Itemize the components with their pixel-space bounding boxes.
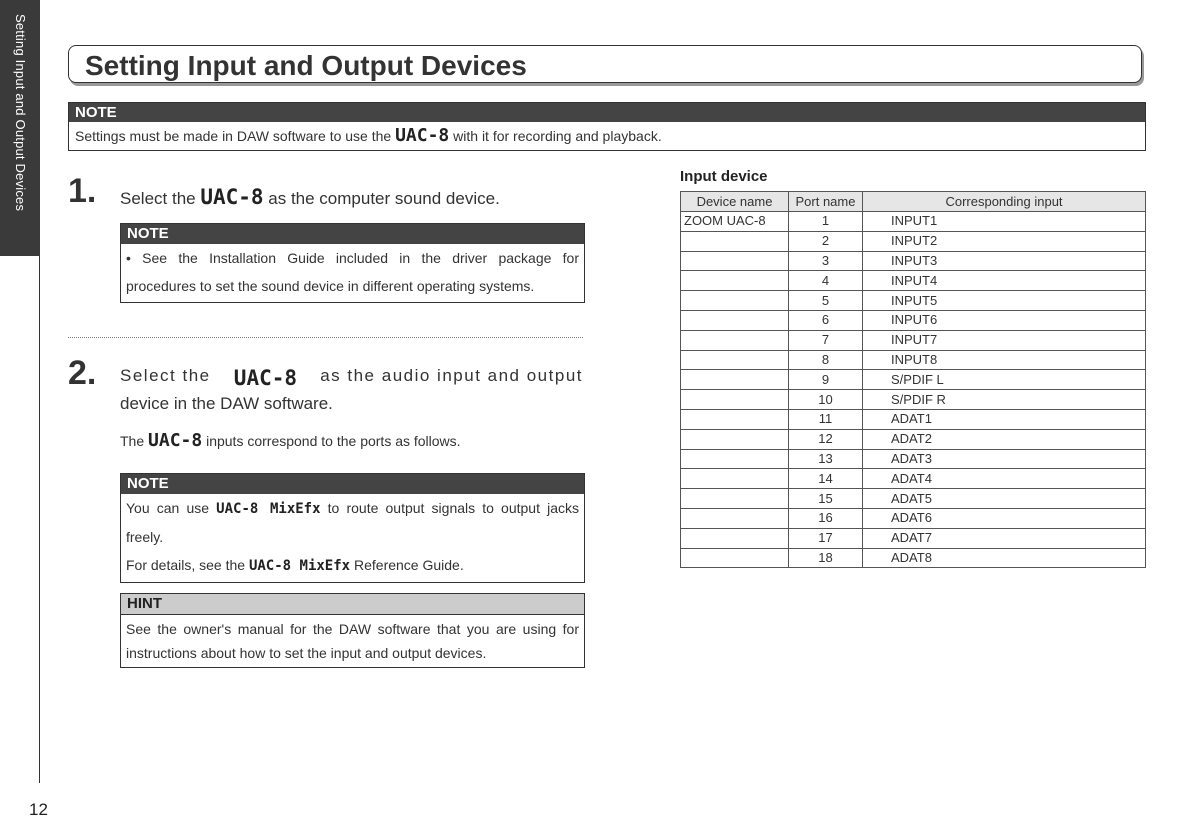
header-device-name: Device name (681, 192, 789, 212)
cell-device-name (681, 548, 789, 568)
step2-note-line2-before: For details, see the (126, 557, 249, 573)
step2-line1-after: as the audio input and output (320, 366, 583, 385)
table-row (681, 231, 1146, 251)
step2-sub-before: The (120, 433, 149, 449)
cell-device-name (681, 310, 789, 330)
step1-note-text: • See the Installation Guide included in the driver package for procedures to set the sound device in different operating systems. (126, 250, 579, 294)
cell-port-name: 10 (789, 390, 863, 410)
step2-brand: UAC-8 (233, 366, 298, 390)
cell-port-name: 12 (789, 429, 863, 449)
cell-device-name (681, 231, 789, 251)
page-title-box (68, 45, 1142, 83)
table-row (681, 370, 1146, 390)
table-row (681, 212, 1146, 232)
step2-note-line1-before: You can use (126, 500, 217, 516)
table-row (681, 251, 1146, 271)
cell-corresponding-input: INPUT4 (863, 271, 1146, 291)
cell-corresponding-input: INPUT3 (863, 251, 1146, 271)
cell-corresponding-input: S/PDIF R (863, 390, 1146, 410)
step1-brand: UAC-8 (200, 185, 264, 209)
cell-corresponding-input: INPUT6 (863, 310, 1146, 330)
cell-device-name: ZOOM UAC-8 (681, 212, 789, 232)
side-tab-label: Setting Input and Output Devices (13, 14, 28, 212)
cell-port-name: 16 (789, 508, 863, 528)
step2-note-line2 (126, 551, 579, 580)
step1-text-before: Select the (120, 189, 201, 208)
step2-text (120, 366, 583, 414)
cell-port-name: 5 (789, 291, 863, 311)
section-side-tab (0, 0, 40, 256)
cell-device-name (681, 291, 789, 311)
table-row (681, 330, 1146, 350)
table-row (681, 291, 1146, 311)
step2-sub-brand: UAC-8 (148, 430, 203, 451)
cell-corresponding-input: INPUT5 (863, 291, 1146, 311)
cell-device-name (681, 251, 789, 271)
top-note-text (69, 122, 1145, 150)
cell-corresponding-input: ADAT8 (863, 548, 1146, 568)
margin-rule (39, 256, 40, 783)
step1-number: 1. (68, 172, 97, 210)
step2-line2: device in the DAW software. (120, 394, 333, 413)
cell-corresponding-input: INPUT8 (863, 350, 1146, 370)
cell-port-name: 6 (789, 310, 863, 330)
cell-device-name (681, 370, 789, 390)
step2-note-line1-after: to route output signals to output jacks freely. (126, 500, 579, 545)
table-header-row (681, 192, 1146, 212)
cell-port-name: 11 (789, 409, 863, 429)
cell-port-name: 4 (789, 271, 863, 291)
header-port-name: Port name (789, 192, 863, 212)
cell-port-name: 3 (789, 251, 863, 271)
table-row (681, 469, 1146, 489)
step2-note (120, 473, 585, 583)
cell-device-name (681, 409, 789, 429)
cell-port-name: 7 (789, 330, 863, 350)
cell-corresponding-input: ADAT3 (863, 449, 1146, 469)
step2-hint-label: HINT (121, 594, 584, 615)
cell-device-name (681, 390, 789, 410)
cell-corresponding-input: INPUT7 (863, 330, 1146, 350)
cell-corresponding-input: ADAT7 (863, 528, 1146, 548)
step2-note-line2-brand: UAC-8 MixEfx (248, 558, 351, 574)
table-row (681, 310, 1146, 330)
step2-note-brand: UAC-8 MixEfx (216, 501, 321, 517)
step1-note-label: NOTE (121, 224, 584, 244)
top-note-text-after: with it for recording and playback. (449, 128, 662, 144)
table-row (681, 390, 1146, 410)
header-corresponding-input: Corresponding input (863, 192, 1146, 212)
cell-device-name (681, 508, 789, 528)
cell-port-name: 2 (789, 231, 863, 251)
cell-corresponding-input: ADAT1 (863, 409, 1146, 429)
table-row (681, 508, 1146, 528)
table-body (681, 212, 1146, 568)
cell-corresponding-input: INPUT2 (863, 231, 1146, 251)
step2-sub-after: inputs correspond to the ports as follows. (202, 433, 461, 449)
cell-corresponding-input: ADAT4 (863, 469, 1146, 489)
step-divider (68, 337, 583, 338)
cell-port-name: 17 (789, 528, 863, 548)
page-number: 12 (29, 800, 48, 819)
table-row (681, 548, 1146, 568)
cell-device-name (681, 271, 789, 291)
step2-line1 (120, 366, 583, 390)
step2-note-line2-after: Reference Guide. (350, 557, 464, 573)
step2-hint-text: See the owner's manual for the DAW software that you are using for instructions about how to set the input and output devices. (126, 621, 579, 661)
cell-device-name (681, 330, 789, 350)
cell-corresponding-input: ADAT5 (863, 489, 1146, 509)
input-device-table (680, 191, 1146, 568)
step2-line1-before: Select the (120, 366, 211, 385)
step1-text-after: as the computer sound device. (263, 189, 500, 208)
cell-port-name: 18 (789, 548, 863, 568)
cell-device-name (681, 469, 789, 489)
table-row (681, 528, 1146, 548)
cell-port-name: 14 (789, 469, 863, 489)
cell-port-name: 15 (789, 489, 863, 509)
input-table-title: Input device (680, 168, 768, 185)
cell-corresponding-input: ADAT6 (863, 508, 1146, 528)
table-row (681, 449, 1146, 469)
cell-corresponding-input: INPUT1 (863, 212, 1146, 232)
step2-number: 2. (68, 354, 97, 392)
step2-note-text (121, 494, 584, 582)
step1-note (120, 223, 585, 303)
step2-note-label: NOTE (121, 474, 584, 494)
cell-device-name (681, 429, 789, 449)
cell-port-name: 13 (789, 449, 863, 469)
cell-device-name (681, 350, 789, 370)
table-row (681, 271, 1146, 291)
table-row (681, 489, 1146, 509)
cell-corresponding-input: S/PDIF L (863, 370, 1146, 390)
cell-corresponding-input: ADAT2 (863, 429, 1146, 449)
table-row (681, 409, 1146, 429)
cell-device-name (681, 528, 789, 548)
cell-port-name: 8 (789, 350, 863, 370)
step2-note-line1 (126, 494, 579, 551)
cell-device-name (681, 489, 789, 509)
table-row (681, 350, 1146, 370)
table-row (681, 429, 1146, 449)
top-note-text-before: Settings must be made in DAW software to use the (75, 128, 396, 144)
cell-port-name: 1 (789, 212, 863, 232)
step2-subtext (120, 430, 461, 451)
top-note-brand: UAC-8 (395, 125, 450, 146)
top-note (68, 102, 1146, 151)
page-title: Setting Input and Output Devices (85, 50, 527, 81)
cell-device-name (681, 449, 789, 469)
cell-port-name: 9 (789, 370, 863, 390)
step1-text (120, 185, 500, 209)
step2-hint (120, 593, 585, 668)
top-note-label: NOTE (69, 103, 1145, 122)
